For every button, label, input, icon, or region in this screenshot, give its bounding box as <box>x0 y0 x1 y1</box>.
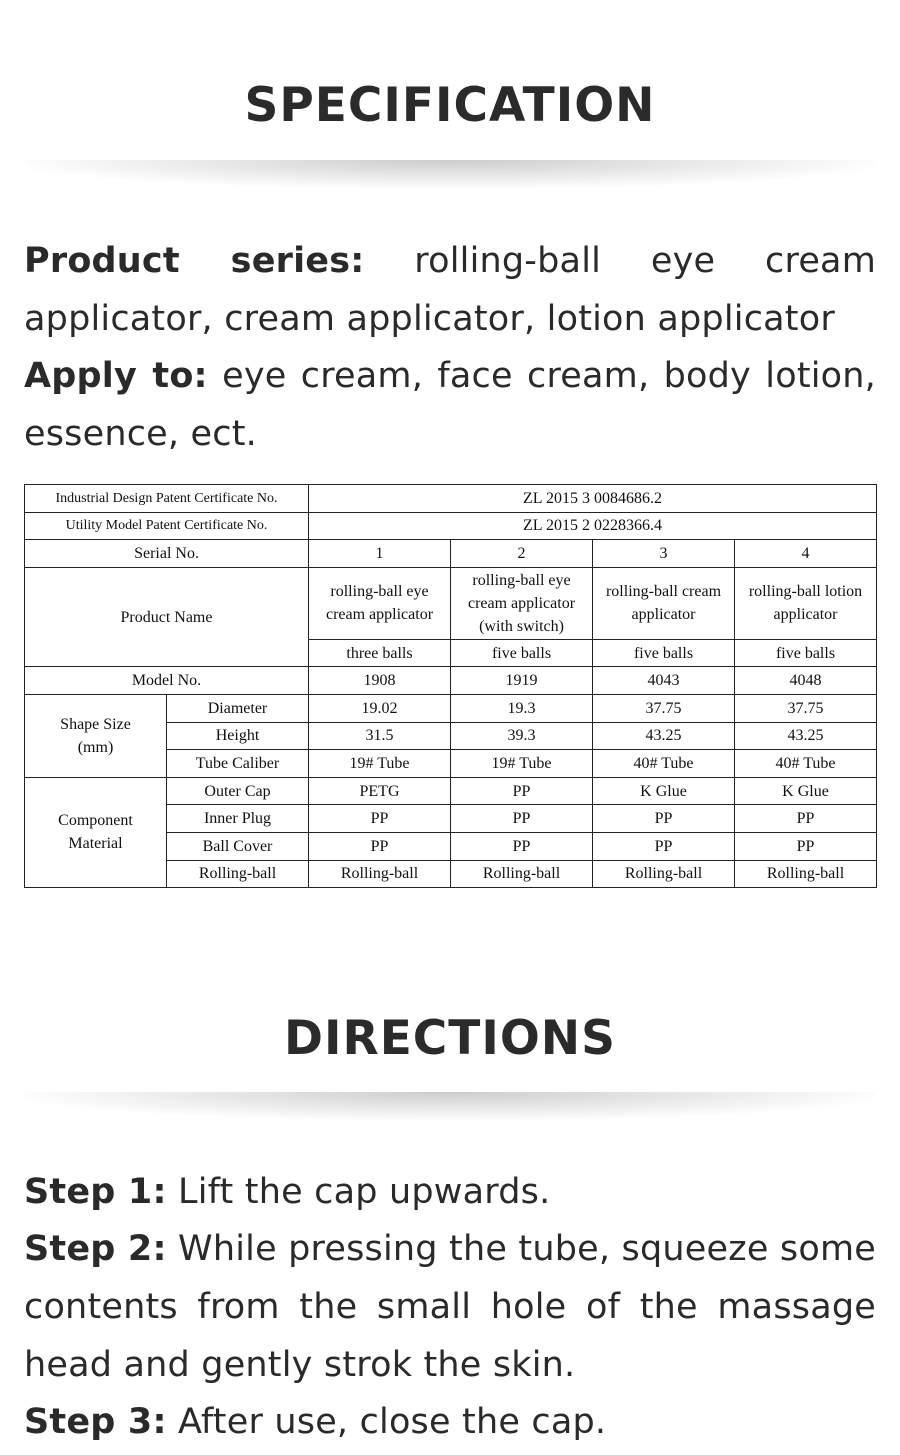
height-cell: 39.3 <box>451 722 593 750</box>
ball-cover-cell: PP <box>593 832 735 860</box>
tube-cell: 40# Tube <box>735 750 877 778</box>
step-1-text: Lift the cap upwards. <box>166 1172 551 1212</box>
outer-cap-cell: K Glue <box>735 777 877 805</box>
ball-cover-cell: PP <box>735 832 877 860</box>
product-name-label: Product Name <box>25 567 309 667</box>
diameter-cell: 19.02 <box>309 694 451 722</box>
height-cell: 43.25 <box>735 722 877 750</box>
inner-plug-cell: PP <box>451 805 593 833</box>
diameter-cell: 19.3 <box>451 694 593 722</box>
serial-cell: 2 <box>451 540 593 568</box>
serial-cell: 4 <box>735 540 877 568</box>
table-row <box>25 540 877 568</box>
diameter-label: Diameter <box>167 694 309 722</box>
product-name-cell: rolling-ball lotion applicator <box>735 567 877 639</box>
rolling-ball-label: Rolling-ball <box>167 860 309 888</box>
industrial-patent-value: ZL 2015 3 0084686.2 <box>309 485 877 513</box>
rolling-ball-cell: Rolling-ball <box>309 860 451 888</box>
utility-patent-value: ZL 2015 2 0228366.4 <box>309 512 877 540</box>
table-row <box>25 567 877 639</box>
apply-to-value: eye cream, face cream, body lotion, essence, ect. <box>24 356 876 454</box>
table-row <box>25 777 877 805</box>
inner-plug-cell: PP <box>735 805 877 833</box>
product-name-cell: rolling-ball cream applicator <box>593 567 735 639</box>
balls-cell: five balls <box>451 639 593 667</box>
product-series-value: rolling-ball eye cream applicator, cream applicator, lotion applicator <box>24 241 876 339</box>
step-1 <box>24 1163 876 1221</box>
height-label: Height <box>167 722 309 750</box>
step-2-label: Step 2: <box>24 1229 167 1269</box>
model-cell: 4048 <box>735 667 877 695</box>
shape-size-label: Shape Size (mm) <box>25 694 167 777</box>
rolling-ball-cell: Rolling-ball <box>451 860 593 888</box>
tube-caliber-label: Tube Caliber <box>167 750 309 778</box>
product-name-cell: rolling-ball eye cream applicator <box>309 567 451 639</box>
apply-to-paragraph <box>24 347 876 463</box>
diameter-cell: 37.75 <box>735 694 877 722</box>
inner-plug-cell: PP <box>309 805 451 833</box>
serial-cell: 3 <box>593 540 735 568</box>
outer-cap-cell: PP <box>451 777 593 805</box>
rolling-ball-cell: Rolling-ball <box>735 860 877 888</box>
inner-plug-label: Inner Plug <box>167 805 309 833</box>
balls-cell: five balls <box>735 639 877 667</box>
balls-cell: three balls <box>309 639 451 667</box>
apply-to-label: Apply to: <box>24 356 208 396</box>
balls-cell: five balls <box>593 639 735 667</box>
step-2 <box>24 1220 876 1394</box>
directions-heading: DIRECTIONS <box>284 1011 616 1066</box>
step-2-text: While pressing the tube, squeeze some contents from the small hole of the massage head and gently strok the skin. <box>24 1229 876 1385</box>
product-name-cell: rolling-ball eye cream applicator (with switch) <box>451 567 593 639</box>
ball-cover-cell: PP <box>309 832 451 860</box>
model-cell: 1908 <box>309 667 451 695</box>
product-series-label: Product series: <box>24 241 365 281</box>
serial-label: Serial No. <box>25 540 309 568</box>
specification-table <box>24 484 877 888</box>
step-3-text: After use, close the cap. <box>166 1402 607 1442</box>
table-row <box>25 485 877 513</box>
ball-cover-cell: PP <box>451 832 593 860</box>
height-cell: 31.5 <box>309 722 451 750</box>
tube-cell: 19# Tube <box>451 750 593 778</box>
specification-heading: SPECIFICATION <box>244 78 656 133</box>
step-3-label: Step 3: <box>24 1402 167 1442</box>
inner-plug-cell: PP <box>593 805 735 833</box>
model-label: Model No. <box>25 667 309 695</box>
model-cell: 1919 <box>451 667 593 695</box>
heading-divider <box>25 1092 875 1120</box>
height-cell: 43.25 <box>593 722 735 750</box>
rolling-ball-cell: Rolling-ball <box>593 860 735 888</box>
heading-divider <box>25 160 875 188</box>
tube-cell: 40# Tube <box>593 750 735 778</box>
product-series-paragraph <box>24 232 876 348</box>
ball-cover-label: Ball Cover <box>167 832 309 860</box>
step-1-label: Step 1: <box>24 1172 167 1212</box>
outer-cap-cell: K Glue <box>593 777 735 805</box>
outer-cap-label: Outer Cap <box>167 777 309 805</box>
table-row <box>25 667 877 695</box>
serial-cell: 1 <box>309 540 451 568</box>
model-cell: 4043 <box>593 667 735 695</box>
tube-cell: 19# Tube <box>309 750 451 778</box>
table-row <box>25 512 877 540</box>
table-row <box>25 694 877 722</box>
industrial-patent-label: Industrial Design Patent Certificate No. <box>25 485 309 513</box>
component-material-label: Component Material <box>25 777 167 887</box>
outer-cap-cell: PETG <box>309 777 451 805</box>
step-3 <box>24 1393 876 1451</box>
diameter-cell: 37.75 <box>593 694 735 722</box>
utility-patent-label: Utility Model Patent Certificate No. <box>25 512 309 540</box>
